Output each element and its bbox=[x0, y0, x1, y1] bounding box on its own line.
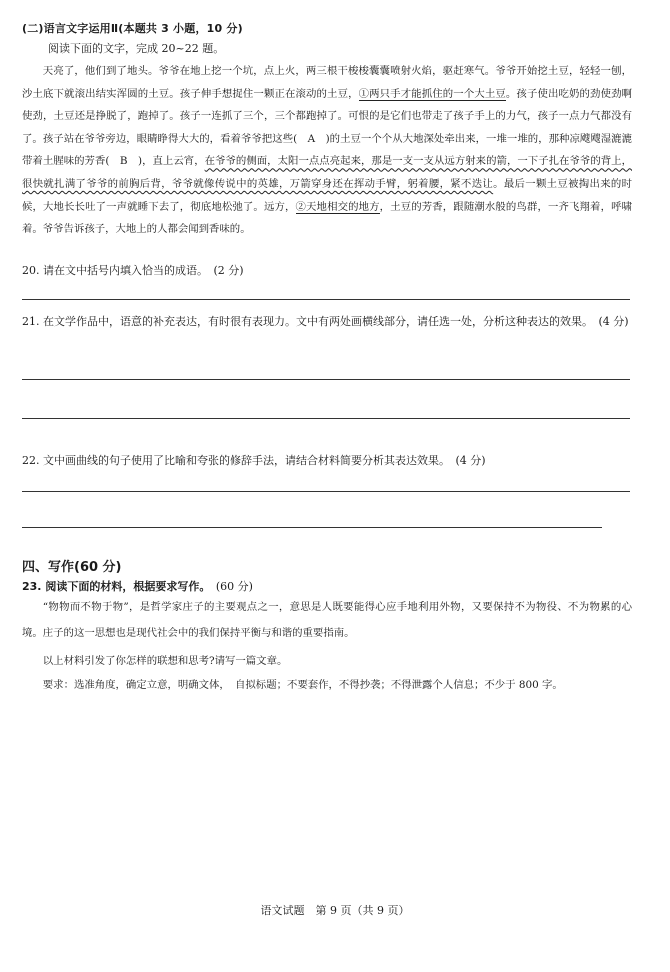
answer-line-20[interactable] bbox=[22, 299, 630, 300]
answer-line-21b[interactable] bbox=[22, 418, 630, 419]
question-22: 22. 文中画曲线的句子使用了比喻和夸张的修辞手法，请结合材料简要分析其表达效果。 (4 分) bbox=[22, 454, 486, 467]
passage-text-2: 。孩子使出吃奶的劲使劲啊使劲，土豆还是挣脱了，跑掉了。孩子一连抓了三个，三个都跑掉了。可恨的是它们也带走了孩子手上的力气，孩子一点力气都没有了。孩子站在爷爷旁边，眼睛睁得大大的，看着爷爷把这些( A )的土豆一个个从大地深处牵出来，一堆一堆的，那种凉飕飕湿漉漉带着土腥味的芳香( B )，直上云宵， bbox=[22, 87, 633, 168]
question-23-text: 23. 阅读下面的材料，根据要求写作。 bbox=[22, 580, 205, 593]
writing-material: “物物而不物于物”，是哲学家庄子的主要观点之一，意思是人既要能得心应手地利用外物，又要保持不为物役、不为物累的心境。庄子的这一思想也是现代社会中的我们保持平衡与和谐的重要指南。 bbox=[22, 601, 632, 639]
passage-text-1: 天亮了，他们到了地头。爷爷在地上挖一个坑，点上火，两三根干梭梭囊囊喷射火焰，驱赶寒气。爷爷开始挖土豆，轻轻一刨，沙土底下就滚出结实浑圆的土豆。孩子伸手想捉住一颗正在滚动的土豆， bbox=[22, 65, 632, 100]
writing-heading: 四、写作(60 分) bbox=[22, 560, 122, 575]
question-21-block bbox=[22, 309, 632, 335]
question-20: 20. 请在文中括号内填入恰当的成语。 (2 分) bbox=[22, 264, 244, 277]
page-footer: 语文试题 第 9 页（共 9 页） bbox=[260, 904, 410, 917]
writing-prompt: 以上材料引发了你怎样的联想和思考?请写一篇文章。 bbox=[42, 655, 288, 667]
answer-line-22a[interactable] bbox=[22, 491, 630, 492]
question-21: 21. 在文学作品中，语意的补充表达，有时很有表现力。文中有两处画横线部分，请任选一处，分析这种表达的效果。 (4 分) bbox=[22, 315, 629, 328]
question-23 bbox=[22, 578, 253, 594]
reading-passage bbox=[22, 60, 632, 241]
answer-line-21a[interactable] bbox=[22, 379, 630, 380]
writing-requirements: 要求：选准角度，确定立意，明确文体， 自拟标题；不要套作，不得抄袭；不得泄露个人信息；不少于 800 字。 bbox=[42, 679, 563, 691]
passage-text-4: ，土豆的芳香，跟随潮水般的鸟群，一齐飞翔着，呼啸着。爷爷告诉孩子，大地上的人都会闻到香味的。 bbox=[22, 200, 633, 236]
underlined-phrase-2: ②天地相交的地方 bbox=[295, 200, 380, 213]
section-title: (二)语言文字运用Ⅱ(本题共 3 小题，10 分) bbox=[22, 22, 243, 35]
passage-text-3: 。最后一颗土豆被掏出来的时候，大地长长吐了一声就睡下去了，彻底地松弛了。远方， bbox=[22, 177, 633, 213]
section-intro: 阅读下面的文字，完成 20~22 题。 bbox=[48, 42, 225, 55]
underlined-phrase-1: ①两只手才能抓住的一个大土豆 bbox=[358, 87, 506, 100]
question-23-points: (60 分) bbox=[215, 580, 253, 593]
wavy-underlined-sentence: 在爷爷的侧面，太阳一点点亮起来，那是一支一支从远方射来的箭，一下子扎在爷爷的背上，很快就扎满了爷爷的前胸后背，爷爷就像传说中的英雄，万箭穿身还在挥动手臂，躬着腰，紧不迭让 bbox=[22, 155, 632, 190]
answer-line-22b[interactable] bbox=[22, 527, 602, 528]
